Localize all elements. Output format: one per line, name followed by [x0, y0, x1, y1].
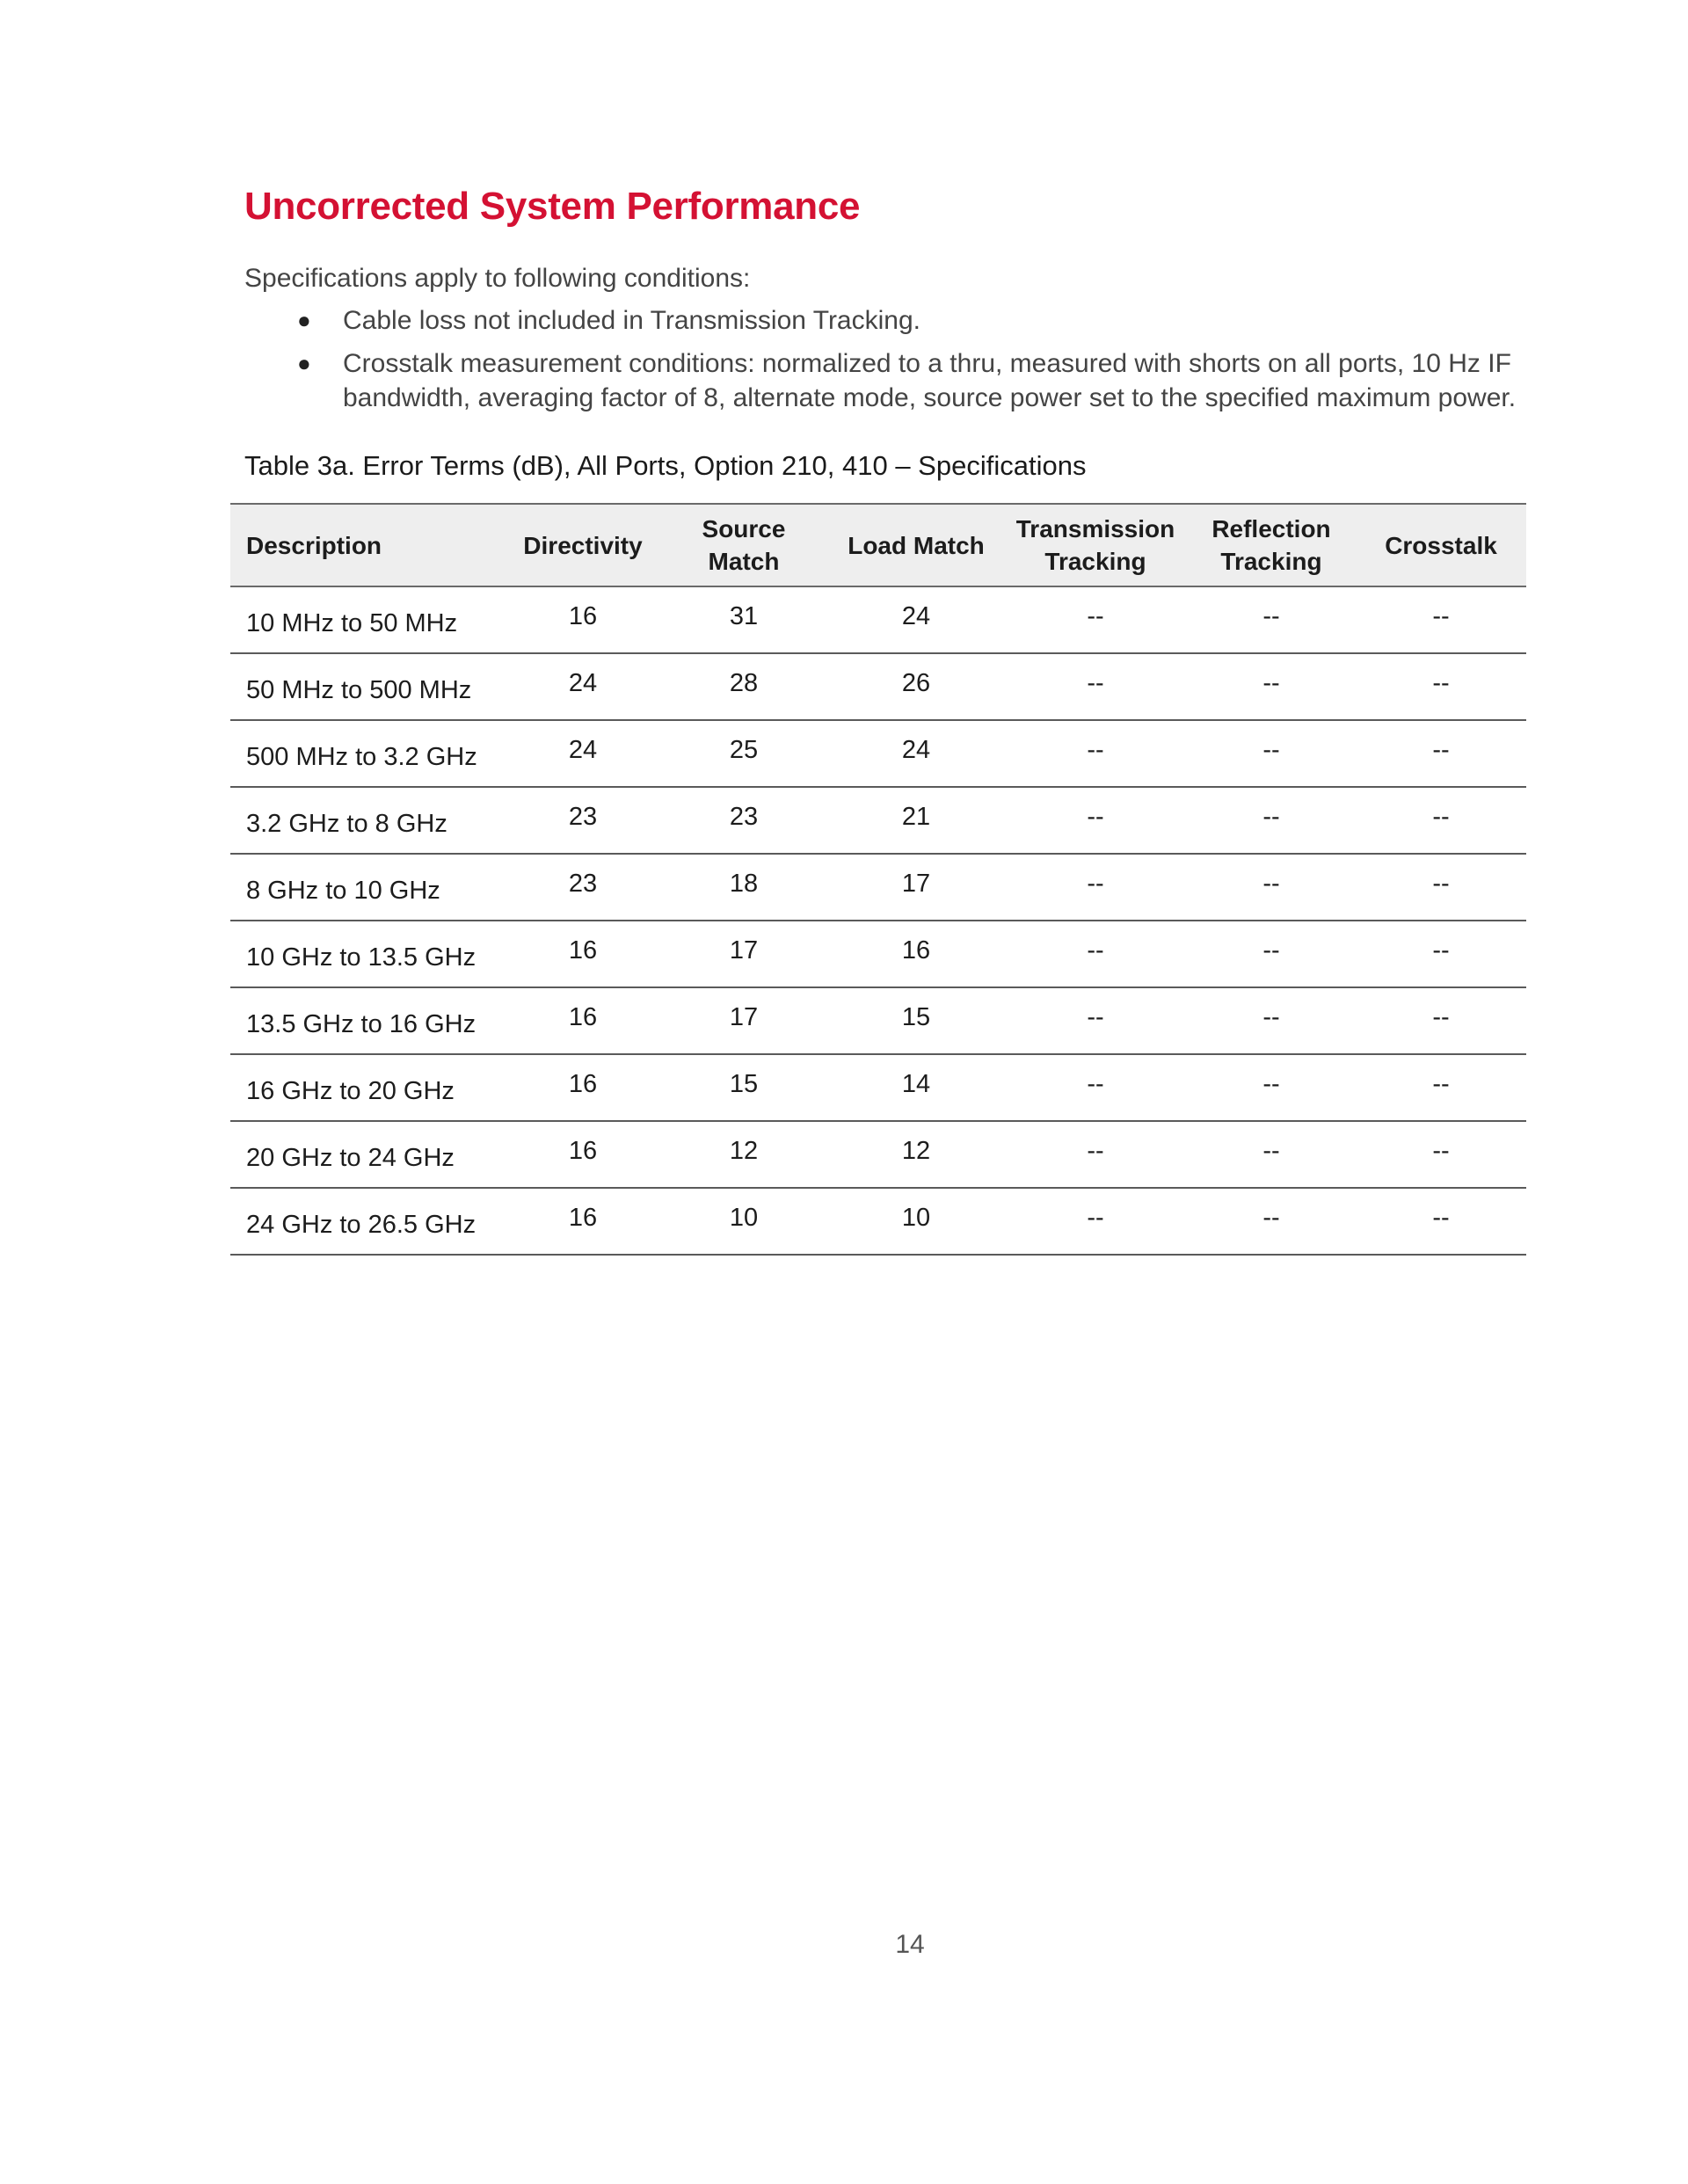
- cell-transmission-tracking: --: [1087, 1203, 1104, 1232]
- table-body: [230, 586, 1526, 1255]
- conditions-list: [244, 303, 1537, 415]
- cell-reflection-tracking: --: [1262, 1203, 1280, 1232]
- cell-source-match: 17: [729, 935, 759, 965]
- page-number: 14: [895, 1930, 925, 1959]
- cell-description: 13.5 GHz to 16 GHz: [246, 1009, 477, 1038]
- table-row: [230, 1188, 1526, 1255]
- cell-directivity: 16: [568, 601, 598, 630]
- cell-directivity: 16: [568, 1069, 598, 1098]
- cell-load-match: 24: [901, 735, 931, 764]
- cell-description: 8 GHz to 10 GHz: [246, 876, 440, 905]
- table-row: [230, 1054, 1526, 1121]
- cell-reflection-tracking: --: [1262, 1069, 1280, 1098]
- cell-crosstalk: --: [1432, 601, 1450, 630]
- cell-directivity: 16: [568, 935, 598, 965]
- error-terms-table: [230, 503, 1526, 1256]
- intro-text: Specifications apply to following conditions:: [244, 264, 751, 293]
- cell-description: 20 GHz to 24 GHz: [246, 1143, 455, 1172]
- cell-crosstalk: --: [1432, 1203, 1450, 1232]
- cell-description: 24 GHz to 26.5 GHz: [246, 1210, 477, 1239]
- cell-load-match: 17: [901, 869, 931, 898]
- list-item: [297, 303, 1537, 338]
- table-row: [230, 720, 1526, 787]
- cell-load-match: 26: [901, 668, 931, 697]
- cell-transmission-tracking: --: [1087, 735, 1104, 764]
- cell-source-match: 25: [729, 735, 759, 764]
- header-load-match: Load Match: [848, 531, 985, 559]
- header-transmission-tracking: [1004, 504, 1187, 586]
- page-title: Uncorrected System Performance: [244, 185, 861, 228]
- cell-reflection-tracking: --: [1262, 668, 1280, 697]
- header-line: Tracking: [1220, 548, 1322, 575]
- cell-crosstalk: --: [1432, 1136, 1450, 1165]
- cell-reflection-tracking: --: [1262, 802, 1280, 831]
- header-source-match: [659, 504, 828, 586]
- cell-load-match: 10: [901, 1203, 931, 1232]
- cell-source-match: 10: [729, 1203, 759, 1232]
- cell-reflection-tracking: --: [1262, 869, 1280, 898]
- cell-load-match: 21: [901, 802, 931, 831]
- cell-transmission-tracking: --: [1087, 1069, 1104, 1098]
- cell-directivity: 16: [568, 1136, 598, 1165]
- header-line: Reflection: [1211, 515, 1331, 542]
- cell-source-match: 18: [729, 869, 759, 898]
- cell-crosstalk: --: [1432, 735, 1450, 764]
- bullet-icon: ●: [297, 307, 311, 333]
- list-item: [297, 346, 1537, 415]
- cell-crosstalk: --: [1432, 668, 1450, 697]
- cell-description: 10 GHz to 13.5 GHz: [246, 943, 477, 972]
- cell-transmission-tracking: --: [1087, 802, 1104, 831]
- header-line: Match: [708, 548, 780, 575]
- condition-text: Crosstalk measurement conditions: normalized to a thru, measured with shorts on all ports, 10 Hz IF bandwidth, averaging factor of 8, alternate mode, source power set to the specified maximum power.: [343, 349, 1517, 412]
- cell-source-match: 17: [729, 1002, 759, 1031]
- table-row: [230, 1121, 1526, 1188]
- cell-description: 16 GHz to 20 GHz: [246, 1076, 455, 1105]
- header-crosstalk: Crosstalk: [1385, 531, 1497, 559]
- header-line: Tracking: [1044, 548, 1146, 575]
- cell-source-match: 31: [729, 601, 759, 630]
- cell-source-match: 28: [729, 668, 759, 697]
- cell-source-match: 12: [729, 1136, 759, 1165]
- cell-source-match: 15: [729, 1069, 759, 1098]
- cell-reflection-tracking: --: [1262, 601, 1280, 630]
- cell-crosstalk: --: [1432, 1069, 1450, 1098]
- cell-directivity: 24: [568, 668, 598, 697]
- table-caption: Table 3a. Error Terms (dB), All Ports, Option 210, 410 – Specifications: [244, 450, 1087, 481]
- cell-transmission-tracking: --: [1087, 869, 1104, 898]
- cell-transmission-tracking: --: [1087, 1136, 1104, 1165]
- table-row: [230, 653, 1526, 720]
- cell-directivity: 16: [568, 1203, 598, 1232]
- cell-transmission-tracking: --: [1087, 601, 1104, 630]
- cell-load-match: 24: [901, 601, 931, 630]
- condition-text: Cable loss not included in Transmission Tracking.: [343, 306, 920, 335]
- cell-directivity: 23: [568, 802, 598, 831]
- header-directivity: Directivity: [523, 531, 643, 559]
- table-row: [230, 987, 1526, 1054]
- bullet-icon: ●: [297, 350, 311, 376]
- cell-transmission-tracking: --: [1087, 935, 1104, 965]
- table-row: [230, 586, 1526, 653]
- cell-crosstalk: --: [1432, 869, 1450, 898]
- cell-load-match: 16: [901, 935, 931, 965]
- table-row: [230, 921, 1526, 987]
- cell-description: 10 MHz to 50 MHz: [246, 608, 458, 637]
- cell-directivity: 24: [568, 735, 598, 764]
- cell-transmission-tracking: --: [1087, 668, 1104, 697]
- cell-transmission-tracking: --: [1087, 1002, 1104, 1031]
- cell-load-match: 14: [901, 1069, 931, 1098]
- cell-reflection-tracking: --: [1262, 1002, 1280, 1031]
- header-description: Description: [246, 531, 382, 559]
- cell-reflection-tracking: --: [1262, 735, 1280, 764]
- cell-description: 50 MHz to 500 MHz: [246, 675, 472, 704]
- cell-load-match: 15: [901, 1002, 931, 1031]
- cell-load-match: 12: [901, 1136, 931, 1165]
- table-header-row: [230, 504, 1526, 586]
- header-line: Source: [702, 515, 786, 542]
- header-line: Transmission: [1015, 515, 1175, 542]
- page-content: [244, 180, 1537, 485]
- table-row: [230, 854, 1526, 921]
- cell-description: 3.2 GHz to 8 GHz: [246, 809, 447, 838]
- cell-directivity: 23: [568, 869, 598, 898]
- header-reflection-tracking: [1187, 504, 1356, 586]
- table-row: [230, 787, 1526, 854]
- cell-crosstalk: --: [1432, 935, 1450, 965]
- cell-reflection-tracking: --: [1262, 935, 1280, 965]
- cell-directivity: 16: [568, 1002, 598, 1031]
- cell-reflection-tracking: --: [1262, 1136, 1280, 1165]
- cell-description: 500 MHz to 3.2 GHz: [246, 742, 477, 771]
- cell-crosstalk: --: [1432, 802, 1450, 831]
- cell-source-match: 23: [729, 802, 759, 831]
- cell-crosstalk: --: [1432, 1002, 1450, 1031]
